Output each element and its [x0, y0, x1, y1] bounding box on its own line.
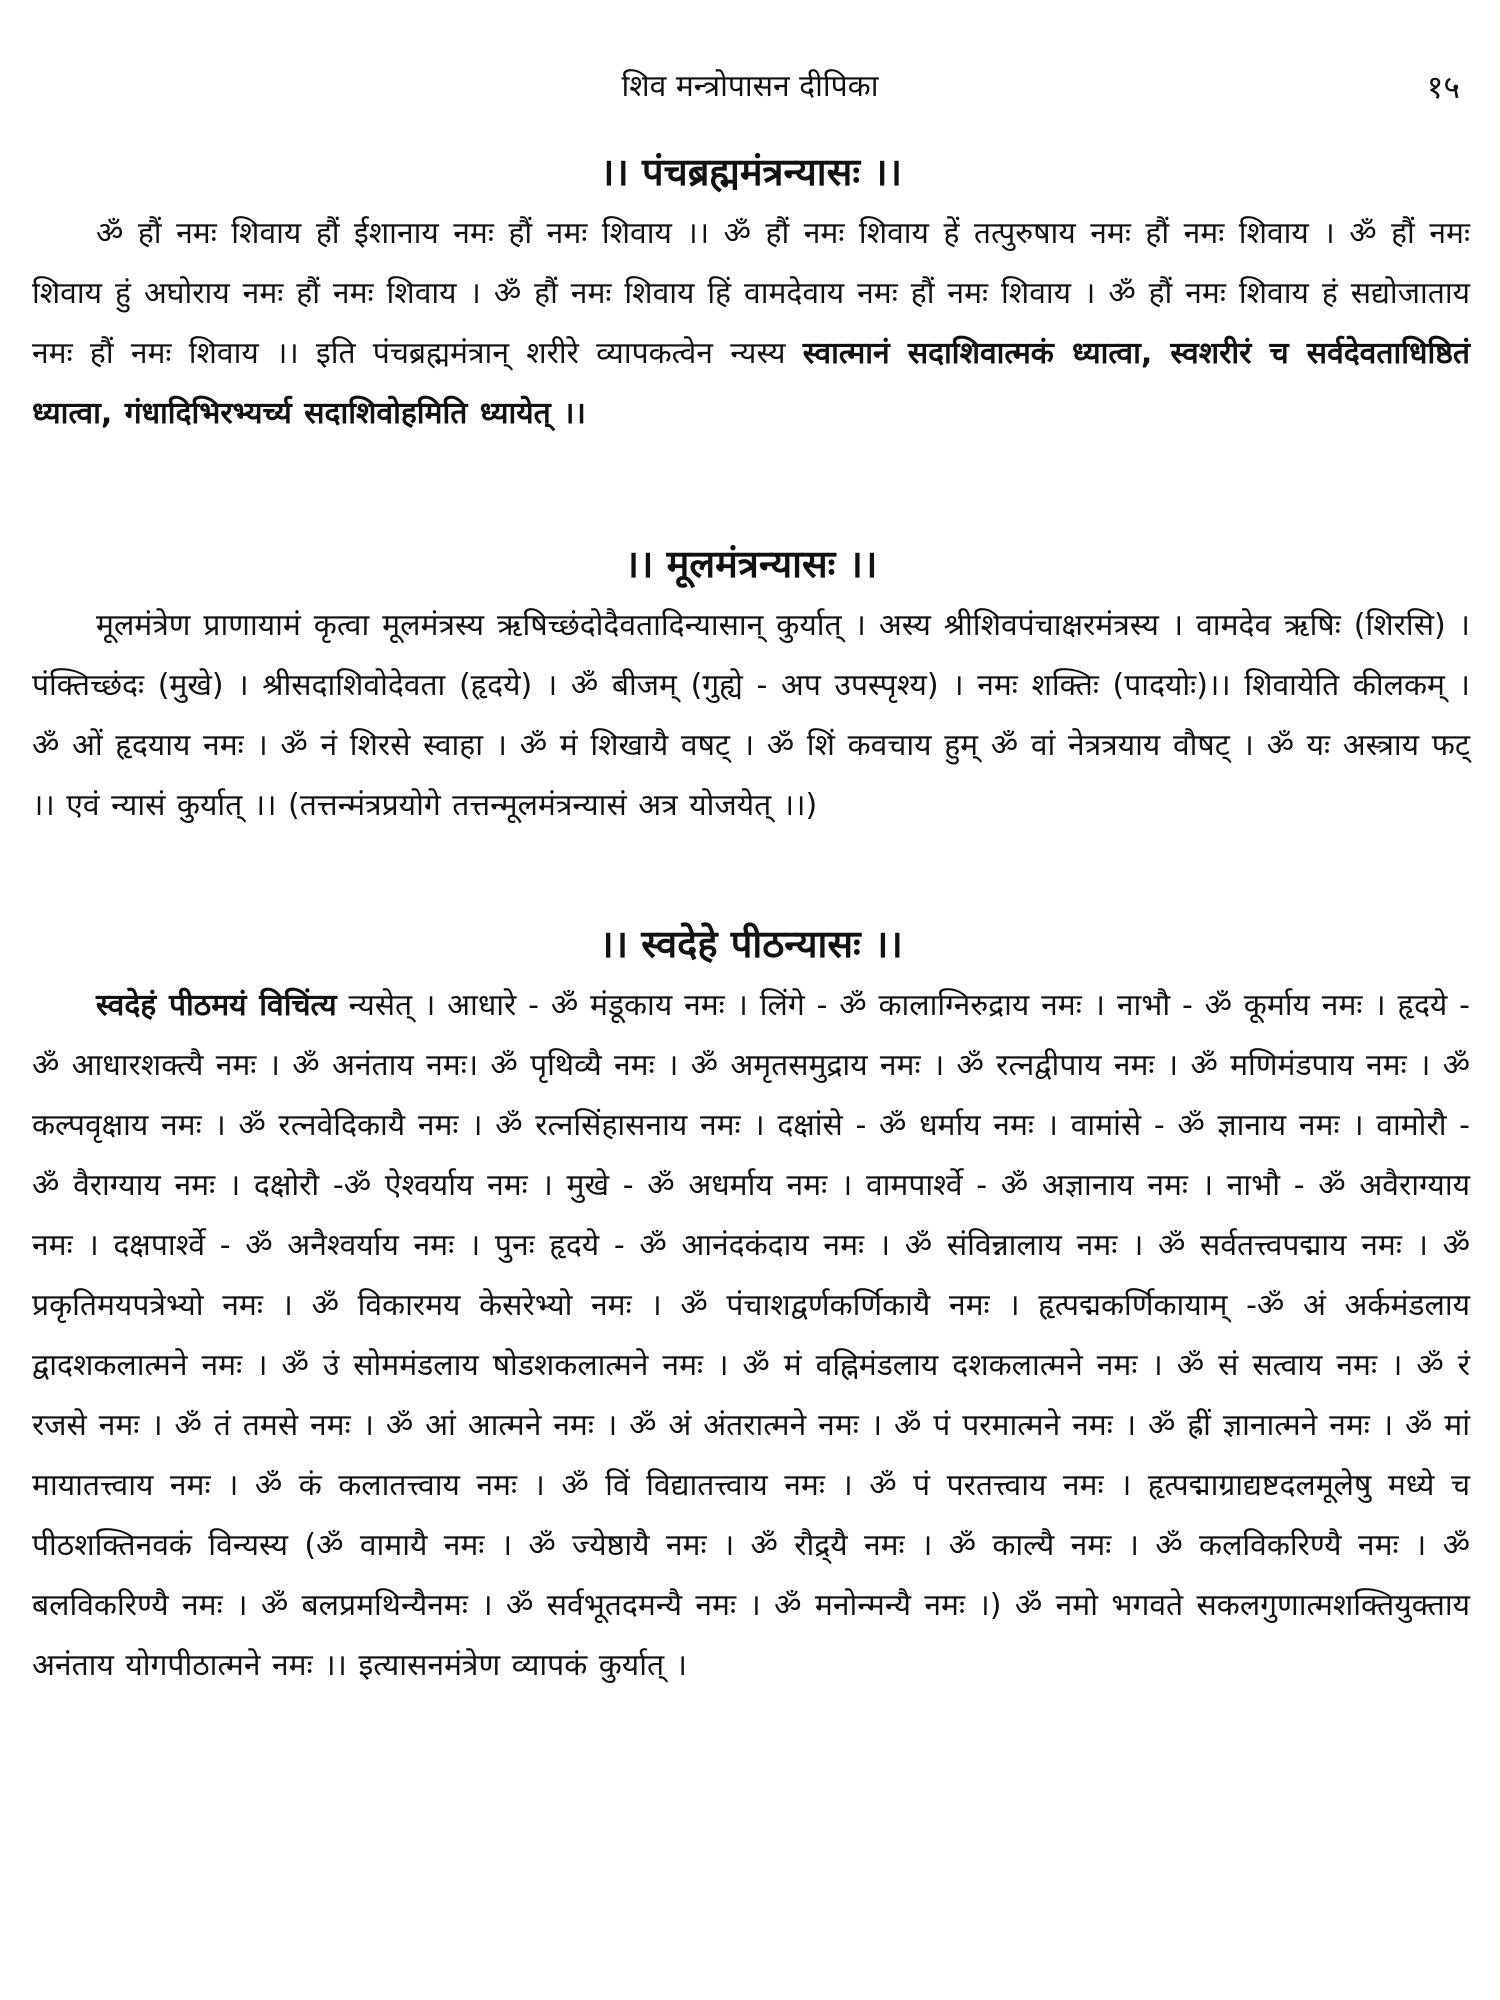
section-body: [32, 204, 1470, 444]
section-panchabrahma-nyasa: [32, 140, 1470, 444]
section-body: [32, 976, 1470, 1696]
body-text-plain: ॐ हौं नमः शिवाय हौं ईशानाय नमः हौं नमः शिवाय ।। ॐ हौं नमः शिवाय हें तत्पुरुषाय नमः हौं नमः शिवाय । ॐ हौं नमः शिवाय हुं अघोराय नमः हौं नमः शिवाय । ॐ हौं नमः शिवाय हिं वामदेवाय नमः हौं नमः शिवाय । ॐ हौं नमः शिवाय हं सद्योजाताय नमः हौं नमः शिवाय ।। इति पंचब्रह्ममंत्रान् शरीरे व्यापकत्वेन न्यस्य: [32, 216, 1470, 371]
section-body: [32, 596, 1470, 836]
section-moolamantra-nyasa: [32, 532, 1470, 836]
section-heading: ।। मूलमंत्रन्यासः ।।: [624, 542, 878, 586]
body-text-bold: स्वात्मानं सदाशिवात्मकं ध्यात्वा, स्वशरीरं च सर्वदेवताधिष्ठितं ध्यात्वा, गंधादिभिरभ्यर्च्य सदाशिवोहमिति ध्यायेत् ।।: [32, 336, 1470, 431]
body-text-plain: न्यसेत् । आधारे - ॐ मंडूकाय नमः । लिंगे - ॐ कालाग्निरुद्राय नमः । नाभौ - ॐ कूर्माय नमः । हृदये - ॐ आधारशक्त्यै नमः । ॐ अनंताय नमः। ॐ पृथिव्यै नमः । ॐ अमृतसमुद्राय नमः । ॐ रत्नद्वीपाय नमः । ॐ मणिमंडपाय नमः । ॐ कल्पवृक्षाय नमः । ॐ रत्नवेदिकायै नमः । ॐ रत्नसिंहासनाय नमः । दक्षांसे - ॐ धर्माय नमः । वामांसे - ॐ ज्ञानाय नमः । वामोरौ - ॐ वैराग्याय नमः । दक्षोरौ -ॐ ऐश्वर्याय नमः । मुखे - ॐ अधर्माय नमः । वामपार्श्वे - ॐ अज्ञानाय नमः । नाभौ - ॐ अवैराग्याय नमः । दक्षपार्श्वे - ॐ अनैश्वर्याय नमः । पुनः हृदये - ॐ आनंदकंदाय नमः । ॐ संविन्नालाय नमः । ॐ सर्वतत्त्वपद्माय नमः । ॐ प्रकृतिमयपत्रेभ्यो नमः । ॐ विकारमय केसरेभ्यो नमः । ॐ पंचाशद्वर्णकर्णिकायै नमः । हृत्पद्मकर्णिकायाम् -ॐ अं अर्कमंडलाय द्वादशकलात्मने नमः । ॐ उं सोममंडलाय षोडशकलात्मने नमः । ॐ मं वह्निमंडलाय दशकलात्मने नमः । ॐ सं सत्वाय नमः । ॐ रं रजसे नमः । ॐ तं तमसे नमः । ॐ आं आत्मने नमः । ॐ अं अंतरात्मने नमः । ॐ पं परमात्मने नमः । ॐ ह्रीं ज्ञानात्मने नमः । ॐ मां मायातत्त्वाय नमः । ॐ कं कलातत्त्वाय नमः । ॐ विं विद्यातत्त्वाय नमः । ॐ पं परतत्त्वाय नमः । हृत्पद्माग्राद्यष्टदलमूलेषु मध्ये च पीठशक्तिनवकं विन्यस्य (ॐ वामायै नमः । ॐ ज्येष्ठायै नमः । ॐ रौद्र्यै नमः । ॐ काल्यै नमः । ॐ कलविकरिण्यै नमः । ॐ बलविकरिण्यै नमः । ॐ बलप्रमथिन्यैनमः । ॐ सर्वभूतदमन्यै नमः । ॐ मनोन्मन्यै नमः ।) ॐ नमो भगवते सकलगुणात्मशक्तियुक्ताय अनंताय योगपीठात्मने नमः ।। इत्यासनमंत्रेण व्यापकं कुर्यात् ।: [32, 988, 1470, 1683]
body-text-plain: मूलमंत्रेण प्राणायामं कृत्वा मूलमंत्रस्य ऋषिच्छंदोदैवतादिन्यासान् कुर्यात् । अस्य श्रीशिवपंचाक्षरमंत्रस्य । वामदेव ऋषिः (शिरसि) । पंक्तिच्छंदः (मुखे) । श्रीसदाशिवोदेवता (हृदये) । ॐ बीजम् (गुह्ये - अप उपस्पृश्य) । नमः शक्तिः (पादयोः)।। शिवायेति कीलकम् । ॐ ओं हृदयाय नमः । ॐ नं शिरसे स्वाहा । ॐ मं शिखायै वषट् । ॐ शिं कवचाय हुम् ॐ वां नेत्रत्रयाय वौषट् । ॐ यः अस्त्राय फट् ।। एवं न्यासं कुर्यात् ।। (तत्तन्मंत्रप्रयोगे तत्तन्मूलमंत्रन्यासं अत्र योजयेत् ।।): [32, 608, 1470, 823]
body-text-bold: स्वदेहं पीठमयं विचिंत्य: [96, 988, 337, 1023]
section-heading: ।। स्वदेहे पीठन्यासः ।।: [599, 922, 903, 966]
running-header: [0, 62, 1500, 112]
section-pitha-nyasa: [32, 912, 1470, 1696]
page-number: १५: [1426, 68, 1460, 106]
section-heading: ।। पंचब्रह्ममंत्रन्यासः ।।: [599, 150, 903, 194]
book-title: शिव मन्त्रोपासन दीपिका: [621, 69, 879, 104]
